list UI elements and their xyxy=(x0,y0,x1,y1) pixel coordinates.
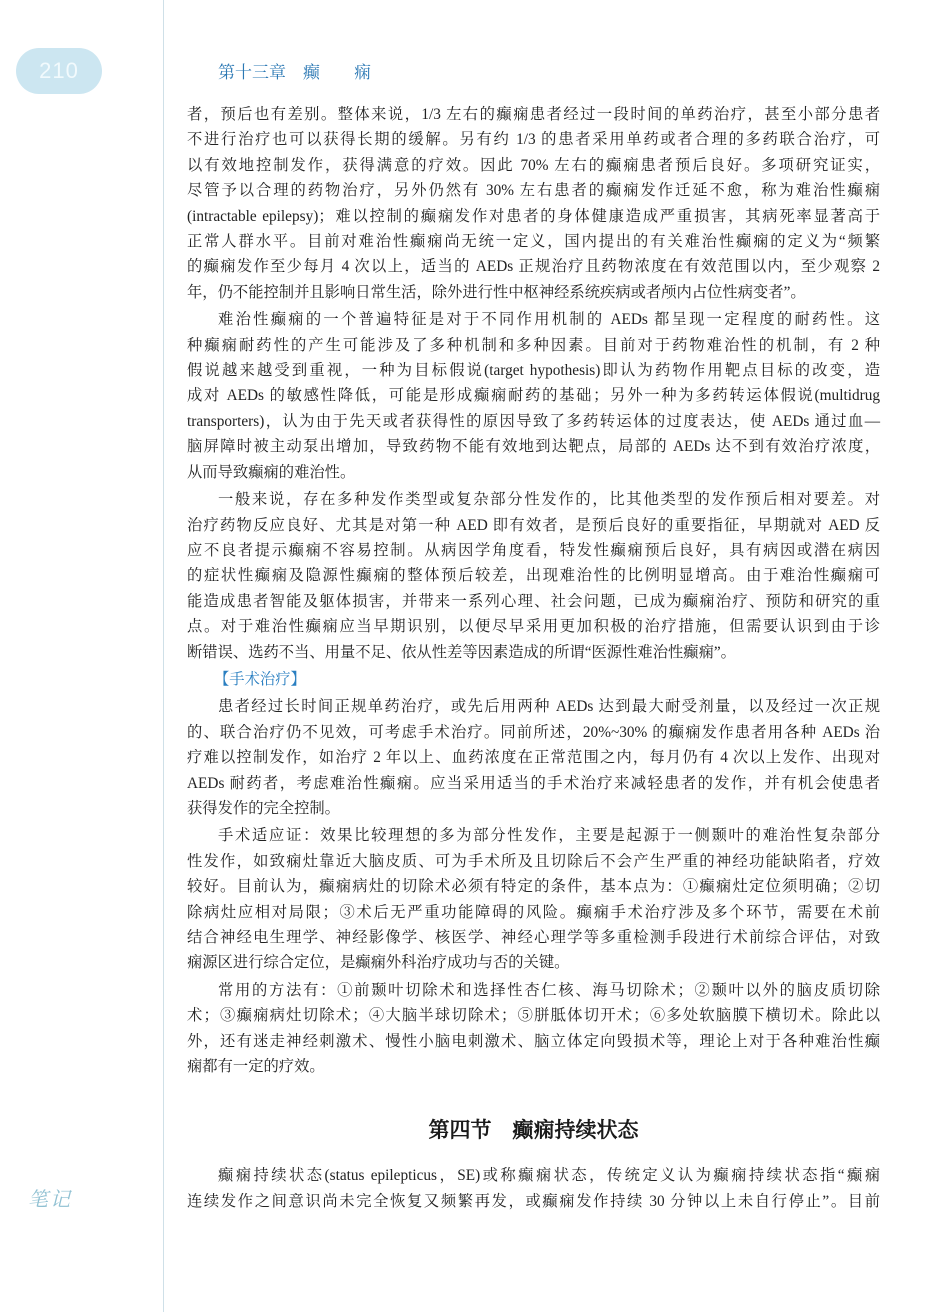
text-line: 尽管予以合理的药物治疗，另外仍然有 30% 左右患者的癫痫发作迁延不愈，称为难治性癫痫 xyxy=(187,182,880,200)
text-line: 获得发作的完全控制。 xyxy=(187,799,340,817)
text-line: 性发作，如致痫灶靠近大脑皮质、可为手术所及且切除后不会产生严重的神经功能缺陷者，疗效 xyxy=(187,852,880,870)
text-line: transporters)，认为由于先天或者获得性的原因导致了多药转运体的过度表达，使 AEDs 通过血— xyxy=(187,412,880,430)
margin-rule xyxy=(163,0,164,1312)
section-heading: 第四节 癫痫持续状态 xyxy=(428,1118,639,1143)
text-block xyxy=(187,102,880,1216)
page-number-tab xyxy=(16,48,102,94)
paragraph-status-epilepticus xyxy=(187,1163,880,1214)
chapter-title: 第十三章 癫 痫 xyxy=(218,63,371,82)
paragraph-drug-resistance xyxy=(187,307,880,485)
margin-note: 笔记 xyxy=(28,1189,72,1211)
text-line: 假说越来越受到重视，一种为目标假说(target hypothesis)即认为药物作用靶点目标的改变，造 xyxy=(187,362,880,380)
text-line: 外，还有迷走神经刺激术、慢性小脑电刺激术、脑立体定向毁损术等，理论上对于各种难治性癫 xyxy=(187,1032,880,1050)
text-line: 点。对于难治性癫痫应当早期识别，以便尽早采用更加积极的治疗措施，但需要认识到由于诊 xyxy=(187,618,880,636)
text-line: 连续发作之间意识尚未完全恢复又频繁再发，或癫痫发作持续 30 分钟以上未自行停止”。目前 xyxy=(187,1192,880,1210)
text-line: 正常人群水平。目前对难治性癫痫尚无统一定义，国内提出的有关难治性癫痫的定义为“频繁 xyxy=(187,233,880,251)
sub-heading-surgery: 【手术治疗】 xyxy=(214,670,306,688)
text-line: 能造成患者智能及躯体损害，并带来一系列心理、社会问题，已成为癫痫治疗、预防和研究的重 xyxy=(187,592,880,610)
text-line: 成对 AEDs 的敏感性降低，可能是形成癫痫耐药的基础；另外一种为多药转运体假说(multidrug xyxy=(187,387,880,405)
text-line: AEDs 耐药者，考虑难治性癫痫。应当采用适当的手术治疗来减轻患者的发作，并有机会使患者 xyxy=(187,774,880,792)
text-line: 的癫痫发作至少每月 4 次以上，适当的 AEDs 正规治疗且药物浓度在有效范围以内，至少观察 2 xyxy=(187,258,880,276)
text-line: 痫都有一定的疗效。 xyxy=(187,1058,325,1076)
text-line: 者，预后也有差别。整体来说，1/3 左右的癫痫患者经过一段时间的单药治疗，甚至小部分患者 xyxy=(187,106,880,123)
text-line: 应不良者提示癫痫不容易控制。从病因学角度看，特发性癫痫预后良好，具有病因或潜在病因 xyxy=(187,541,880,559)
text-line: 的、联合治疗仍不见效，可考虑手术治疗。同前所述，20%~30% 的癫痫发作患者用各种 AEDs 治 xyxy=(187,723,880,741)
text-line: 手术适应证：效果比较理想的多为部分性发作，主要是起源于一侧颞叶的难治性复杂部分 xyxy=(218,827,880,845)
text-line: 脑屏障时被主动泵出增加，导致药物不能有效地到达靶点，局部的 AEDs 达不到有效治疗浓度， xyxy=(187,438,880,456)
text-line: 较好。目前认为，癫痫病灶的切除术必须有特定的条件，基本点为：①癫痫灶定位须明确；②切 xyxy=(187,878,880,896)
text-line: 难治性癫痫的一个普遍特征是对于不同作用机制的 AEDs 都呈现一定程度的耐药性。这 xyxy=(218,311,880,329)
text-line: 断错误、选药不当、用量不足、依从性差等因素造成的所谓“医源性难治性癫痫”。 xyxy=(187,643,736,661)
text-line: 以有效地控制发作，获得满意的疗效。因此 70% 左右的癫痫患者预后良好。多项研究证实， xyxy=(187,156,880,174)
paragraph-prognosis xyxy=(187,102,880,305)
page-number: 210 xyxy=(39,58,79,83)
text-line: 一般来说，存在多种发作类型或复杂部分性发作的，比其他类型的发作预后相对要差。对 xyxy=(218,491,880,509)
text-line: 除病灶应相对局限；③术后无严重功能障碍的风险。癫痫手术治疗涉及多个环节，需要在术前 xyxy=(187,903,880,921)
text-line: 结合神经电生理学、神经影像学、核医学、神经心理学等多重检测手段进行术前综合评估，对致 xyxy=(187,929,880,946)
text-line: 癫痫持续状态(status epilepticus，SE)或称癫痫状态，传统定义认为癫痫持续状态指“癫痫 xyxy=(218,1167,880,1185)
paragraph-surgery-methods xyxy=(187,978,880,1080)
text-line: 常用的方法有：①前颞叶切除术和选择性杏仁核、海马切除术；②颞叶以外的脑皮质切除 xyxy=(218,981,880,999)
text-line: 从而导致癫痫的难治性。 xyxy=(187,463,356,481)
paragraph-prognosis-factors xyxy=(187,487,880,665)
text-line: (intractable epilepsy)；难以控制的癫痫发作对患者的身体健康造成严重损害，其病死率显著高于 xyxy=(187,207,880,225)
text-line: 不进行治疗也可以获得长期的缓解。另有约 1/3 的患者采用单药或者合理的多药联合治疗，可 xyxy=(187,131,880,149)
text-line: 种癫痫耐药性的产生可能涉及了多种机制和多种因素。目前对于药物难治性的机制，有 2 种 xyxy=(187,336,880,354)
text-line: 年，仍不能控制并且影响日常生活，除外进行性中枢神经系统疾病或者颅内占位性病变者”。 xyxy=(187,283,806,301)
paragraph-surgery-intro xyxy=(187,694,880,821)
text-line: 疗难以控制发作，如治疗 2 年以上、血药浓度在正常范围之内，每月仍有 4 次以上发作、出现对 xyxy=(187,749,880,767)
text-line: 的症状性癫痫及隐源性癫痫的整体预后较差，出现难治性的比例明显增高。由于难治性癫痫可 xyxy=(187,567,880,585)
text-line: 患者经过长时间正规单药治疗，或先后用两种 AEDs 达到最大耐受剂量，以及经过一次正规 xyxy=(218,698,880,716)
text-line: 痫源区进行综合定位，是癫痫外科治疗成功与否的关键。 xyxy=(187,954,570,972)
text-line: 治疗药物反应良好、尤其是对第一种 AED 即有效者，是预后良好的重要指征，早期就对 AED 反 xyxy=(187,516,880,534)
paragraph-surgery-indications xyxy=(187,823,880,975)
text-line: 术；③癫痫病灶切除术；④大脑半球切除术；⑤胼胝体切开术；⑥多处软脑膜下横切术。除此以 xyxy=(187,1007,880,1025)
